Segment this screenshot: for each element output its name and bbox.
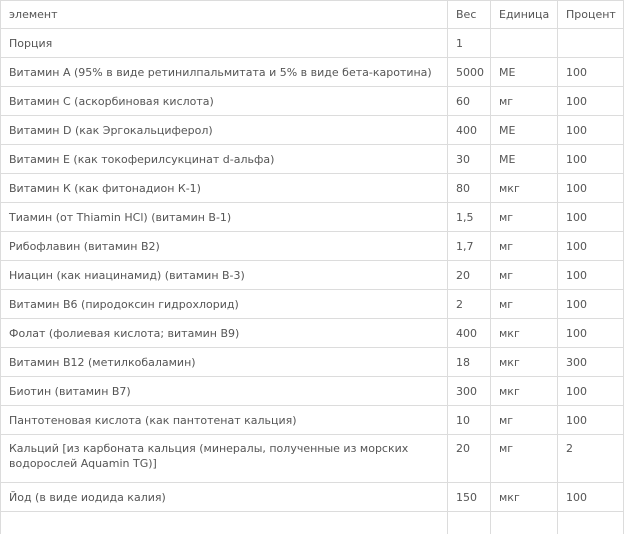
cell-percent: 100 xyxy=(558,319,624,348)
column-header-unit: Единица xyxy=(491,1,558,29)
cell-element: Витамин D (как Эргокальциферол) xyxy=(1,116,448,145)
cell-element: Витамин Е (как токоферилсукцинат d-альфа) xyxy=(1,145,448,174)
table-row xyxy=(1,29,624,58)
cell-element: Витамин В6 (пиродоксин гидрохлорид) xyxy=(1,290,448,319)
table-row xyxy=(1,58,624,87)
cell-unit: мкг xyxy=(491,377,558,406)
cell-percent: 100 xyxy=(558,483,624,512)
table-row-partial xyxy=(1,512,624,534)
cell-percent: 100 xyxy=(558,261,624,290)
cell-element: Рибофлавин (витамин В2) xyxy=(1,232,448,261)
cell-unit xyxy=(491,29,558,58)
cell-weight: 18 xyxy=(448,348,491,377)
cell-weight: 80 xyxy=(448,174,491,203)
table-row xyxy=(1,483,624,512)
cell-element: Витамин А (95% в виде ретинилпальмитата и 5% в виде бета-каротина) xyxy=(1,58,448,87)
cell-percent: 100 xyxy=(558,145,624,174)
cell-unit: мг xyxy=(491,290,558,319)
cell-unit: мг xyxy=(491,87,558,116)
cell-weight: 60 xyxy=(448,87,491,116)
cell-percent: 100 xyxy=(558,232,624,261)
cell-unit: МЕ xyxy=(491,116,558,145)
table-row xyxy=(1,261,624,290)
table-row xyxy=(1,174,624,203)
table-row xyxy=(1,435,624,483)
cell-element: Порция xyxy=(1,29,448,58)
cell-percent: 100 xyxy=(558,87,624,116)
cell-weight: 1 xyxy=(448,29,491,58)
cell-element: Йод (в виде иодида калия) xyxy=(1,483,448,512)
column-header-element: элемент xyxy=(1,1,448,29)
table-row xyxy=(1,116,624,145)
cell-percent: 100 xyxy=(558,203,624,232)
cell-unit: мг xyxy=(491,203,558,232)
cell-element: Пантотеновая кислота (как пантотенат кальция) xyxy=(1,406,448,435)
cell-unit: мг xyxy=(491,406,558,435)
table-row xyxy=(1,319,624,348)
table-row xyxy=(1,145,624,174)
table-row xyxy=(1,377,624,406)
cell-percent: 300 xyxy=(558,348,624,377)
cell-unit: МЕ xyxy=(491,58,558,87)
cell-unit: мг xyxy=(491,435,558,483)
cell-weight: 10 xyxy=(448,406,491,435)
cell-element: Ниацин (как ниацинамид) (витамин В-3) xyxy=(1,261,448,290)
cell-percent: 100 xyxy=(558,58,624,87)
cell-weight: 2 xyxy=(448,290,491,319)
cell-unit: мг xyxy=(491,261,558,290)
table-row xyxy=(1,348,624,377)
table-row xyxy=(1,87,624,116)
cell-weight: 400 xyxy=(448,319,491,348)
table-row xyxy=(1,290,624,319)
cell-weight: 30 xyxy=(448,145,491,174)
cell-percent: 100 xyxy=(558,116,624,145)
cell-weight: 20 xyxy=(448,435,491,483)
cell-unit: мг xyxy=(491,232,558,261)
cell-element: Витамин С (аскорбиновая кислота) xyxy=(1,87,448,116)
cell-unit xyxy=(491,512,558,534)
cell-weight: 400 xyxy=(448,116,491,145)
cell-weight: 300 xyxy=(448,377,491,406)
table-header-row xyxy=(1,1,624,29)
cell-percent: 100 xyxy=(558,174,624,203)
cell-unit: мкг xyxy=(491,483,558,512)
cell-percent: 100 xyxy=(558,290,624,319)
cell-percent: 100 xyxy=(558,377,624,406)
table-row xyxy=(1,232,624,261)
cell-element: Биотин (витамин В7) xyxy=(1,377,448,406)
cell-weight: 150 xyxy=(448,483,491,512)
cell-percent xyxy=(558,29,624,58)
cell-element xyxy=(1,512,448,534)
cell-unit: мкг xyxy=(491,174,558,203)
cell-element: Витамин В12 (метилкобаламин) xyxy=(1,348,448,377)
cell-weight: 20 xyxy=(448,261,491,290)
column-header-weight: Вес xyxy=(448,1,491,29)
cell-unit: мкг xyxy=(491,319,558,348)
cell-weight: 1,5 xyxy=(448,203,491,232)
cell-weight: 1,7 xyxy=(448,232,491,261)
cell-element: Тиамин (от Thiamin HCl) (витамин В-1) xyxy=(1,203,448,232)
cell-percent: 2 xyxy=(558,435,624,483)
cell-element: Кальций [из карбоната кальция (минералы, полученные из морских водорослей Aquamin TG)] xyxy=(1,435,448,483)
cell-percent: 100 xyxy=(558,406,624,435)
table-row xyxy=(1,203,624,232)
cell-percent xyxy=(558,512,624,534)
cell-weight: 5000 xyxy=(448,58,491,87)
table-row xyxy=(1,406,624,435)
cell-unit: МЕ xyxy=(491,145,558,174)
cell-weight xyxy=(448,512,491,534)
cell-element: Витамин К (как фитонадион К-1) xyxy=(1,174,448,203)
cell-element: Фолат (фолиевая кислота; витамин В9) xyxy=(1,319,448,348)
column-header-percent: Процент xyxy=(558,1,624,29)
cell-unit: мкг xyxy=(491,348,558,377)
